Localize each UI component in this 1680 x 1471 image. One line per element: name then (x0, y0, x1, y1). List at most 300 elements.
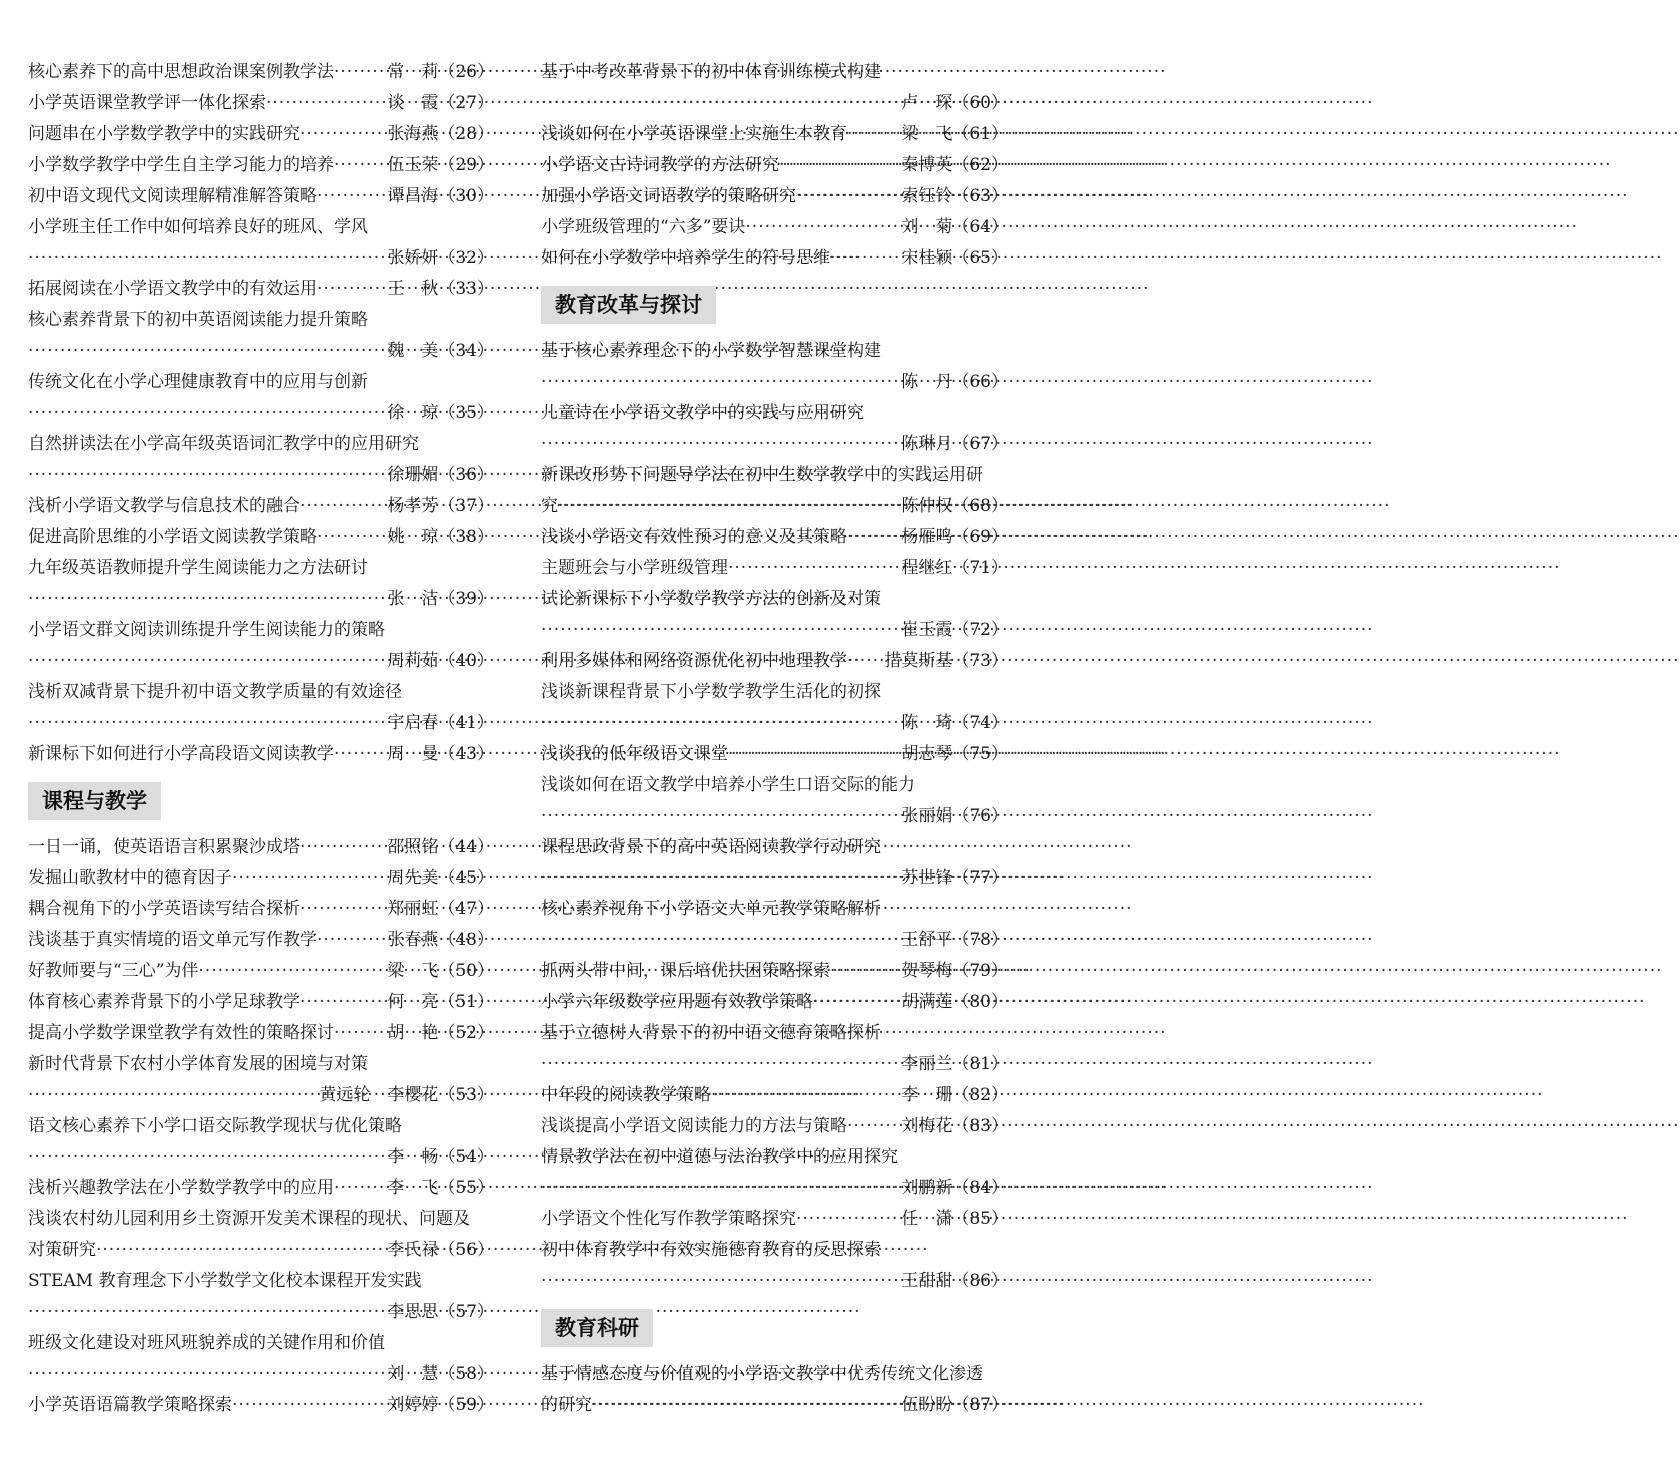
entry-title: 核心素养背景下的初中英语阅读能力提升策略 (28, 310, 368, 330)
entry-author: 张海燕 (387, 124, 439, 144)
entry-author: 贺琴梅 (901, 961, 953, 981)
section-heading (28, 770, 494, 832)
entry-title: 新课改形势下问题导学法在初中生数学教学中的实践运用研 (541, 465, 983, 485)
dot-leader (541, 1049, 899, 1080)
toc-entry (541, 1390, 1008, 1421)
entry-page-number: （55） (438, 1178, 494, 1198)
entry-author: 苏世锋 (901, 868, 953, 888)
toc-entry (28, 181, 494, 212)
dot-leader (28, 1080, 317, 1111)
entry-title: 浅谈如何在小学英语课堂上实施生本教育 (541, 124, 847, 144)
entry-page-number: （33） (438, 279, 494, 299)
entry-page-number: （74） (952, 713, 1008, 733)
entry-title: 加强小学语文词语教学的策略研究 (541, 186, 796, 206)
dot-leader (300, 894, 385, 925)
entry-title: 情景教学法在初中道德与法治教学中的应用探究 (541, 1147, 898, 1167)
dot-leader (541, 801, 899, 832)
dot-leader (28, 646, 385, 677)
toc-entry (541, 1018, 1008, 1049)
dot-leader (541, 615, 899, 646)
toc-entry (541, 832, 1008, 863)
entry-page-number: （48） (438, 930, 494, 950)
dot-leader (541, 863, 899, 894)
dot-leader (28, 1142, 385, 1173)
entry-page-number: （65） (952, 248, 1008, 268)
entry-page-number: （68） (952, 496, 1008, 516)
toc-entry (28, 1142, 494, 1173)
entry-title: 核心素养下的高中思想政治课案例教学法 (28, 62, 334, 82)
dot-leader (796, 1204, 899, 1235)
dot-leader (317, 522, 385, 553)
dot-leader (541, 367, 899, 398)
dot-leader (541, 429, 899, 460)
entry-title: 提高小学数学课堂教学有效性的策略探讨 (28, 1023, 334, 1043)
dot-leader (830, 243, 899, 274)
entry-page-number: （38） (438, 527, 494, 547)
dot-leader (728, 739, 899, 770)
entry-page-number: （28） (438, 124, 494, 144)
entry-title: 浅析兴趣教学法在小学数学教学中的应用 (28, 1178, 334, 1198)
entry-author: 程继红 (901, 558, 953, 578)
toc-entry (28, 305, 494, 336)
entry-title: 究 (541, 496, 558, 516)
toc-entry (541, 739, 1008, 770)
toc-entry (28, 1018, 494, 1049)
dot-leader (232, 863, 385, 894)
entry-author: 宇启春 (387, 713, 439, 733)
entry-author: 伍盼盼 (901, 1395, 953, 1415)
section-heading-label: 教育科研 (541, 1309, 653, 1347)
entry-page-number: （52） (438, 1023, 494, 1043)
toc-entry (541, 677, 1008, 708)
entry-author: 李 珊 (901, 1085, 953, 1105)
entry-title: 浅谈提高小学语文阅读能力的方法与策略 (541, 1116, 847, 1136)
entry-title: 基于核心素养理念下的小学数学智慧课堂构建 (541, 341, 881, 361)
entry-author: 卢 琛 (901, 93, 953, 113)
entry-author: 宋桂颖 (901, 248, 953, 268)
entry-page-number: （29） (438, 155, 494, 175)
entry-page-number: （32） (438, 248, 494, 268)
toc-entry (541, 460, 1008, 491)
entry-page-number: （77） (952, 868, 1008, 888)
entry-title: 小学数学教学中学生自主学习能力的培养 (28, 155, 334, 175)
entry-author: 胡 艳 (387, 1023, 439, 1043)
entry-title: 发掘山歌教材中的德育因子 (28, 868, 232, 888)
toc-entry (541, 1359, 1008, 1390)
entry-page-number: （35） (438, 403, 494, 423)
dot-leader (317, 181, 385, 212)
entry-page-number: （40） (438, 651, 494, 671)
entry-title: 小学英语课堂教学评一体化探索 (28, 93, 266, 113)
entry-author: 何 亮 (387, 992, 439, 1012)
entry-page-number: （39） (438, 589, 494, 609)
entry-page-number: （85） (952, 1209, 1008, 1229)
entry-title: 浅析双减背景下提升初中语文教学质量的有效途径 (28, 682, 402, 702)
entry-author: 周莉茹 (387, 651, 439, 671)
toc-entry (28, 119, 494, 150)
toc-entry (541, 894, 1008, 925)
toc-entry (28, 708, 494, 739)
toc-entry (28, 522, 494, 553)
entry-author: 姚 琼 (387, 527, 439, 547)
toc-left-column (28, 57, 494, 1421)
entry-title: 一日一诵，使英语语言积累聚沙成塔 (28, 837, 300, 857)
dot-leader (592, 1390, 899, 1421)
toc-entry (28, 491, 494, 522)
dot-leader (28, 1297, 385, 1328)
toc-entry (541, 708, 1008, 739)
entry-page-number: （67） (952, 434, 1008, 454)
entry-page-number: （64） (952, 217, 1008, 237)
entry-author: 伍玉荣 (387, 155, 439, 175)
entry-author: 梁 飞 (901, 124, 953, 144)
dot-leader (334, 739, 385, 770)
entry-title: 浅析小学语文教学与信息技术的融合 (28, 496, 300, 516)
entry-title: 利用多媒体和网络资源优化初中地理教学 (541, 651, 847, 671)
entry-page-number: （62） (952, 155, 1008, 175)
entry-author: 杨孝芳 (387, 496, 439, 516)
entry-author: 王 秋 (387, 279, 439, 299)
entry-title: 抓两头带中间，课后培优扶困策略探索 (541, 961, 830, 981)
toc-entry (541, 987, 1008, 1018)
dot-leader (541, 88, 899, 119)
entry-page-number: （78） (952, 930, 1008, 950)
toc-entry (541, 243, 1008, 274)
dot-leader (847, 119, 899, 150)
entry-author: 陈琳月 (901, 434, 953, 454)
toc-entry (28, 925, 494, 956)
entry-title: 的研究 (541, 1395, 592, 1415)
entry-page-number: （71） (952, 558, 1008, 578)
entry-page-number: （34） (438, 341, 494, 361)
entry-title: 如何在小学数学中培养学生的符号思维 (541, 248, 830, 268)
toc-entry (541, 770, 1008, 801)
entry-page-number: （81） (952, 1054, 1008, 1074)
entry-page-number: （80） (952, 992, 1008, 1012)
toc-entry (28, 615, 494, 646)
entry-author: 秦博英 (901, 155, 953, 175)
entry-title: 小学英语语篇教学策略探索 (28, 1395, 232, 1415)
toc-entry (28, 894, 494, 925)
entry-title: 小学语文个性化写作教学策略探究 (541, 1209, 796, 1229)
dot-leader (28, 708, 385, 739)
entry-title: 耦合视角下的小学英语读写结合探析 (28, 899, 300, 919)
toc-entry (541, 398, 1008, 429)
toc-entry (28, 429, 494, 460)
toc-entry (28, 1297, 494, 1328)
dot-leader (28, 243, 385, 274)
entry-title: 新时代背景下农村小学体育发展的困境与对策 (28, 1054, 368, 1074)
entry-page-number: （57） (438, 1302, 494, 1322)
entry-author: 李 畅 (387, 1147, 439, 1167)
entry-author: 谈 霞 (387, 93, 439, 113)
dot-leader (300, 119, 385, 150)
entry-title: 对策研究 (28, 1240, 96, 1260)
entry-page-number: （82） (952, 1085, 1008, 1105)
toc-entry (541, 1080, 1008, 1111)
toc-entry (28, 274, 494, 305)
entry-title: 浅谈如何在语文教学中培养小学生口语交际的能力 (541, 775, 915, 795)
entry-page-number: （72） (952, 620, 1008, 640)
entry-author: 陈 琦 (901, 713, 953, 733)
entry-page-number: （61） (952, 124, 1008, 144)
entry-title: 基于立德树人背景下的初中语文德育策略探析 (541, 1023, 881, 1043)
entry-title: 核心素养视角下小学语文大单元教学策略解析 (541, 899, 881, 919)
section-heading (541, 274, 1008, 336)
entry-title: 班级文化建设对班风班貌养成的关键作用和价值 (28, 1333, 385, 1353)
entry-title: 新课标下如何进行小学高段语文阅读教学 (28, 744, 334, 764)
toc-entry (541, 429, 1008, 460)
entry-author: 陈 丹 (901, 372, 953, 392)
entry-title: 浅谈新课程背景下小学数学教学生活化的初探 (541, 682, 881, 702)
entry-author: 徐 琼 (387, 403, 439, 423)
toc-entry (28, 1266, 494, 1297)
toc-entry (28, 1204, 494, 1235)
entry-author: 邵照铭 (387, 837, 439, 857)
toc-entry (28, 832, 494, 863)
toc-entry (541, 956, 1008, 987)
dot-leader (847, 1111, 899, 1142)
dot-leader (796, 181, 899, 212)
entry-author: 魏 美 (387, 341, 439, 361)
toc-entry (28, 1111, 494, 1142)
dot-leader (541, 1173, 899, 1204)
dot-leader (541, 1266, 899, 1297)
entry-title: 儿童诗在小学语文教学中的实践与应用研究 (541, 403, 864, 423)
entry-author: 陈仲权 (901, 496, 953, 516)
entry-page-number: （51） (438, 992, 494, 1012)
entry-author: 刘梅花 (901, 1116, 953, 1136)
toc-entry (28, 1173, 494, 1204)
toc-entry (541, 522, 1008, 553)
dot-leader (711, 1080, 899, 1111)
toc-entry (28, 1359, 494, 1390)
entry-author: 徐珊媚 (387, 465, 439, 485)
dot-leader (28, 398, 385, 429)
entry-title: 浅谈农村幼儿园利用乡土资源开发美术课程的现状、问题及 (28, 1209, 470, 1229)
entry-title: 基于中考改革背景下的初中体育训练模式构建 (541, 62, 881, 82)
toc-entry (28, 1235, 494, 1266)
toc-entry (28, 646, 494, 677)
entry-title: 问题串在小学数学教学中的实践研究 (28, 124, 300, 144)
entry-page-number: （47） (438, 899, 494, 919)
entry-author: 张娇妍 (387, 248, 439, 268)
toc-entry (28, 398, 494, 429)
dot-leader (728, 553, 899, 584)
entry-author: 王甜甜 (901, 1271, 953, 1291)
toc-entry (541, 212, 1008, 243)
dot-leader (334, 57, 385, 88)
toc-entry (28, 1049, 494, 1080)
toc-entry (28, 57, 494, 88)
entry-title: 主题班会与小学班级管理 (541, 558, 728, 578)
entry-page-number: （30） (438, 186, 494, 206)
toc-entry (28, 956, 494, 987)
dot-leader (830, 956, 899, 987)
entry-page-number: （66） (952, 372, 1008, 392)
entry-page-number: （83） (952, 1116, 1008, 1136)
toc-entry (541, 615, 1008, 646)
entry-page-number: （87） (952, 1395, 1008, 1415)
entry-page-number: （26） (438, 62, 494, 82)
entry-title: 浅谈基于真实情境的语文单元写作教学 (28, 930, 317, 950)
dot-leader (198, 956, 385, 987)
toc-entry (541, 57, 1008, 88)
toc-entry (541, 553, 1008, 584)
toc-entry (541, 336, 1008, 367)
toc-entry (541, 1111, 1008, 1142)
dot-leader (96, 1235, 385, 1266)
entry-author: 梁 飞 (387, 961, 439, 981)
toc-entry (28, 1080, 494, 1111)
toc-entry (541, 925, 1008, 956)
section-heading (541, 1297, 1008, 1359)
entry-page-number: （44） (438, 837, 494, 857)
toc-entry (541, 119, 1008, 150)
dot-leader (334, 1173, 385, 1204)
entry-author: 张春燕 (387, 930, 439, 950)
dot-leader (28, 1359, 385, 1390)
toc-entry (28, 739, 494, 770)
toc-entry (28, 987, 494, 1018)
entry-page-number: （37） (438, 496, 494, 516)
entry-page-number: （54） (438, 1147, 494, 1167)
entry-title: 中年段的阅读教学策略 (541, 1085, 711, 1105)
entry-title: 九年级英语教师提升学生阅读能力之方法研讨 (28, 558, 368, 578)
entry-author: 措莫斯基 (884, 651, 953, 671)
entry-title: 语文核心素养下小学口语交际教学现状与优化策略 (28, 1116, 402, 1136)
entry-author: 胡志琴 (901, 744, 953, 764)
dot-leader (334, 150, 385, 181)
entry-title: 体育核心素养背景下的小学足球教学 (28, 992, 300, 1012)
entry-page-number: （75） (952, 744, 1008, 764)
dot-leader (541, 925, 899, 956)
entry-title: 好教师要与“三心”为伴 (28, 961, 199, 981)
entry-page-number: （58） (438, 1364, 494, 1384)
dot-leader (541, 708, 899, 739)
entry-page-number: （79） (952, 961, 1008, 981)
entry-author: 张丽娟 (901, 806, 953, 826)
toc-entry (541, 1235, 1008, 1266)
entry-title: 初中体育教学中有效实施德育教育的反思探索 (541, 1240, 881, 1260)
entry-page-number: （36） (438, 465, 494, 485)
toc-entry (28, 367, 494, 398)
entry-author: 王舒平 (901, 930, 953, 950)
toc-entry (541, 491, 1008, 522)
toc-entry (28, 212, 494, 243)
entry-title: STEAM 教育理念下小学数学文化校本课程开发实践 (28, 1271, 422, 1291)
section-heading-label: 教育改革与探讨 (541, 286, 716, 324)
entry-author: 郑丽虹 (387, 899, 439, 919)
entry-author: 胡满莲 (901, 992, 953, 1012)
dot-leader (745, 212, 899, 243)
entry-author: 刘 慧 (387, 1364, 439, 1384)
entry-title: 浅谈小学语文有效性预习的意义及其策略 (541, 527, 847, 547)
dot-leader (317, 925, 385, 956)
toc-entry (28, 553, 494, 584)
dot-leader (300, 832, 385, 863)
toc-entry (541, 584, 1008, 615)
entry-page-number: （56） (438, 1240, 494, 1260)
dot-leader (232, 1390, 385, 1421)
dot-leader (558, 491, 899, 522)
toc-entry (28, 336, 494, 367)
entry-title: 小学班级管理的“六多”要诀 (541, 217, 746, 237)
entry-title: 初中语文现代文阅读理解精准解答策略 (28, 186, 317, 206)
toc-entry (28, 584, 494, 615)
entry-title: 浅谈我的低年级语文课堂 (541, 744, 728, 764)
entry-title: 小学语文古诗词教学的方法研究 (541, 155, 779, 175)
entry-page-number: （84） (952, 1178, 1008, 1198)
entry-author: 刘鹏新 (901, 1178, 953, 1198)
dot-leader (28, 336, 385, 367)
dot-leader (300, 491, 385, 522)
toc-right-column (541, 57, 1008, 1421)
dot-leader (779, 150, 899, 181)
entry-page-number: （27） (438, 93, 494, 113)
toc-entry (541, 1204, 1008, 1235)
toc-entry (541, 88, 1008, 119)
entry-author: 李丽兰 (901, 1054, 953, 1074)
dot-leader (28, 584, 385, 615)
entry-author: 黄远轮 李樱花 (319, 1085, 439, 1105)
entry-title: 小学语文群文阅读训练提升学生阅读能力的策略 (28, 620, 385, 640)
entry-page-number: （69） (952, 527, 1008, 547)
section-heading-label: 课程与教学 (28, 782, 161, 820)
entry-page-number: （73） (952, 651, 1008, 671)
toc-entry (541, 1049, 1008, 1080)
entry-title: 促进高阶思维的小学语文阅读教学策略 (28, 527, 317, 547)
entry-title: 拓展阅读在小学语文教学中的有效运用 (28, 279, 317, 299)
entry-author: 李氏禄 (387, 1240, 439, 1260)
dot-leader (813, 987, 899, 1018)
toc-entry (541, 1266, 1008, 1297)
entry-title: 试论新课标下小学数学教学方法的创新及对策 (541, 589, 881, 609)
entry-title: 自然拼读法在小学高年级英语词汇教学中的应用研究 (28, 434, 419, 454)
entry-page-number: （53） (438, 1085, 494, 1105)
entry-title: 小学班主任工作中如何培养良好的班风、学风 (28, 217, 368, 237)
toc-entry (541, 863, 1008, 894)
entry-page-number: （59） (438, 1395, 494, 1415)
toc-entry (28, 677, 494, 708)
dot-leader (317, 274, 385, 305)
entry-author: 李 飞 (387, 1178, 439, 1198)
dot-leader (266, 88, 385, 119)
entry-author: 谭昌海 (387, 186, 439, 206)
entry-author: 任 潇 (901, 1209, 953, 1229)
toc-entry (28, 1328, 494, 1359)
toc-entry (28, 150, 494, 181)
entry-author: 周先美 (387, 868, 439, 888)
toc-entry (28, 1390, 494, 1421)
dot-leader (300, 987, 385, 1018)
toc-entry (541, 1142, 1008, 1173)
entry-page-number: （41） (438, 713, 494, 733)
entry-author: 周 曼 (387, 744, 439, 764)
dot-leader (847, 522, 899, 553)
entry-author: 索钰铃 (901, 186, 953, 206)
entry-page-number: （60） (952, 93, 1008, 113)
entry-page-number: （86） (952, 1271, 1008, 1291)
toc-entry (28, 243, 494, 274)
entry-title: 基于情感态度与价值观的小学语文教学中优秀传统文化渗透 (541, 1364, 983, 1384)
dot-leader (334, 1018, 385, 1049)
toc-entry (541, 646, 1008, 677)
toc-entry (28, 88, 494, 119)
entry-author: 刘婷婷 (387, 1395, 439, 1415)
entry-title: 传统文化在小学心理健康教育中的应用与创新 (28, 372, 368, 392)
entry-author: 李思思 (387, 1302, 439, 1322)
